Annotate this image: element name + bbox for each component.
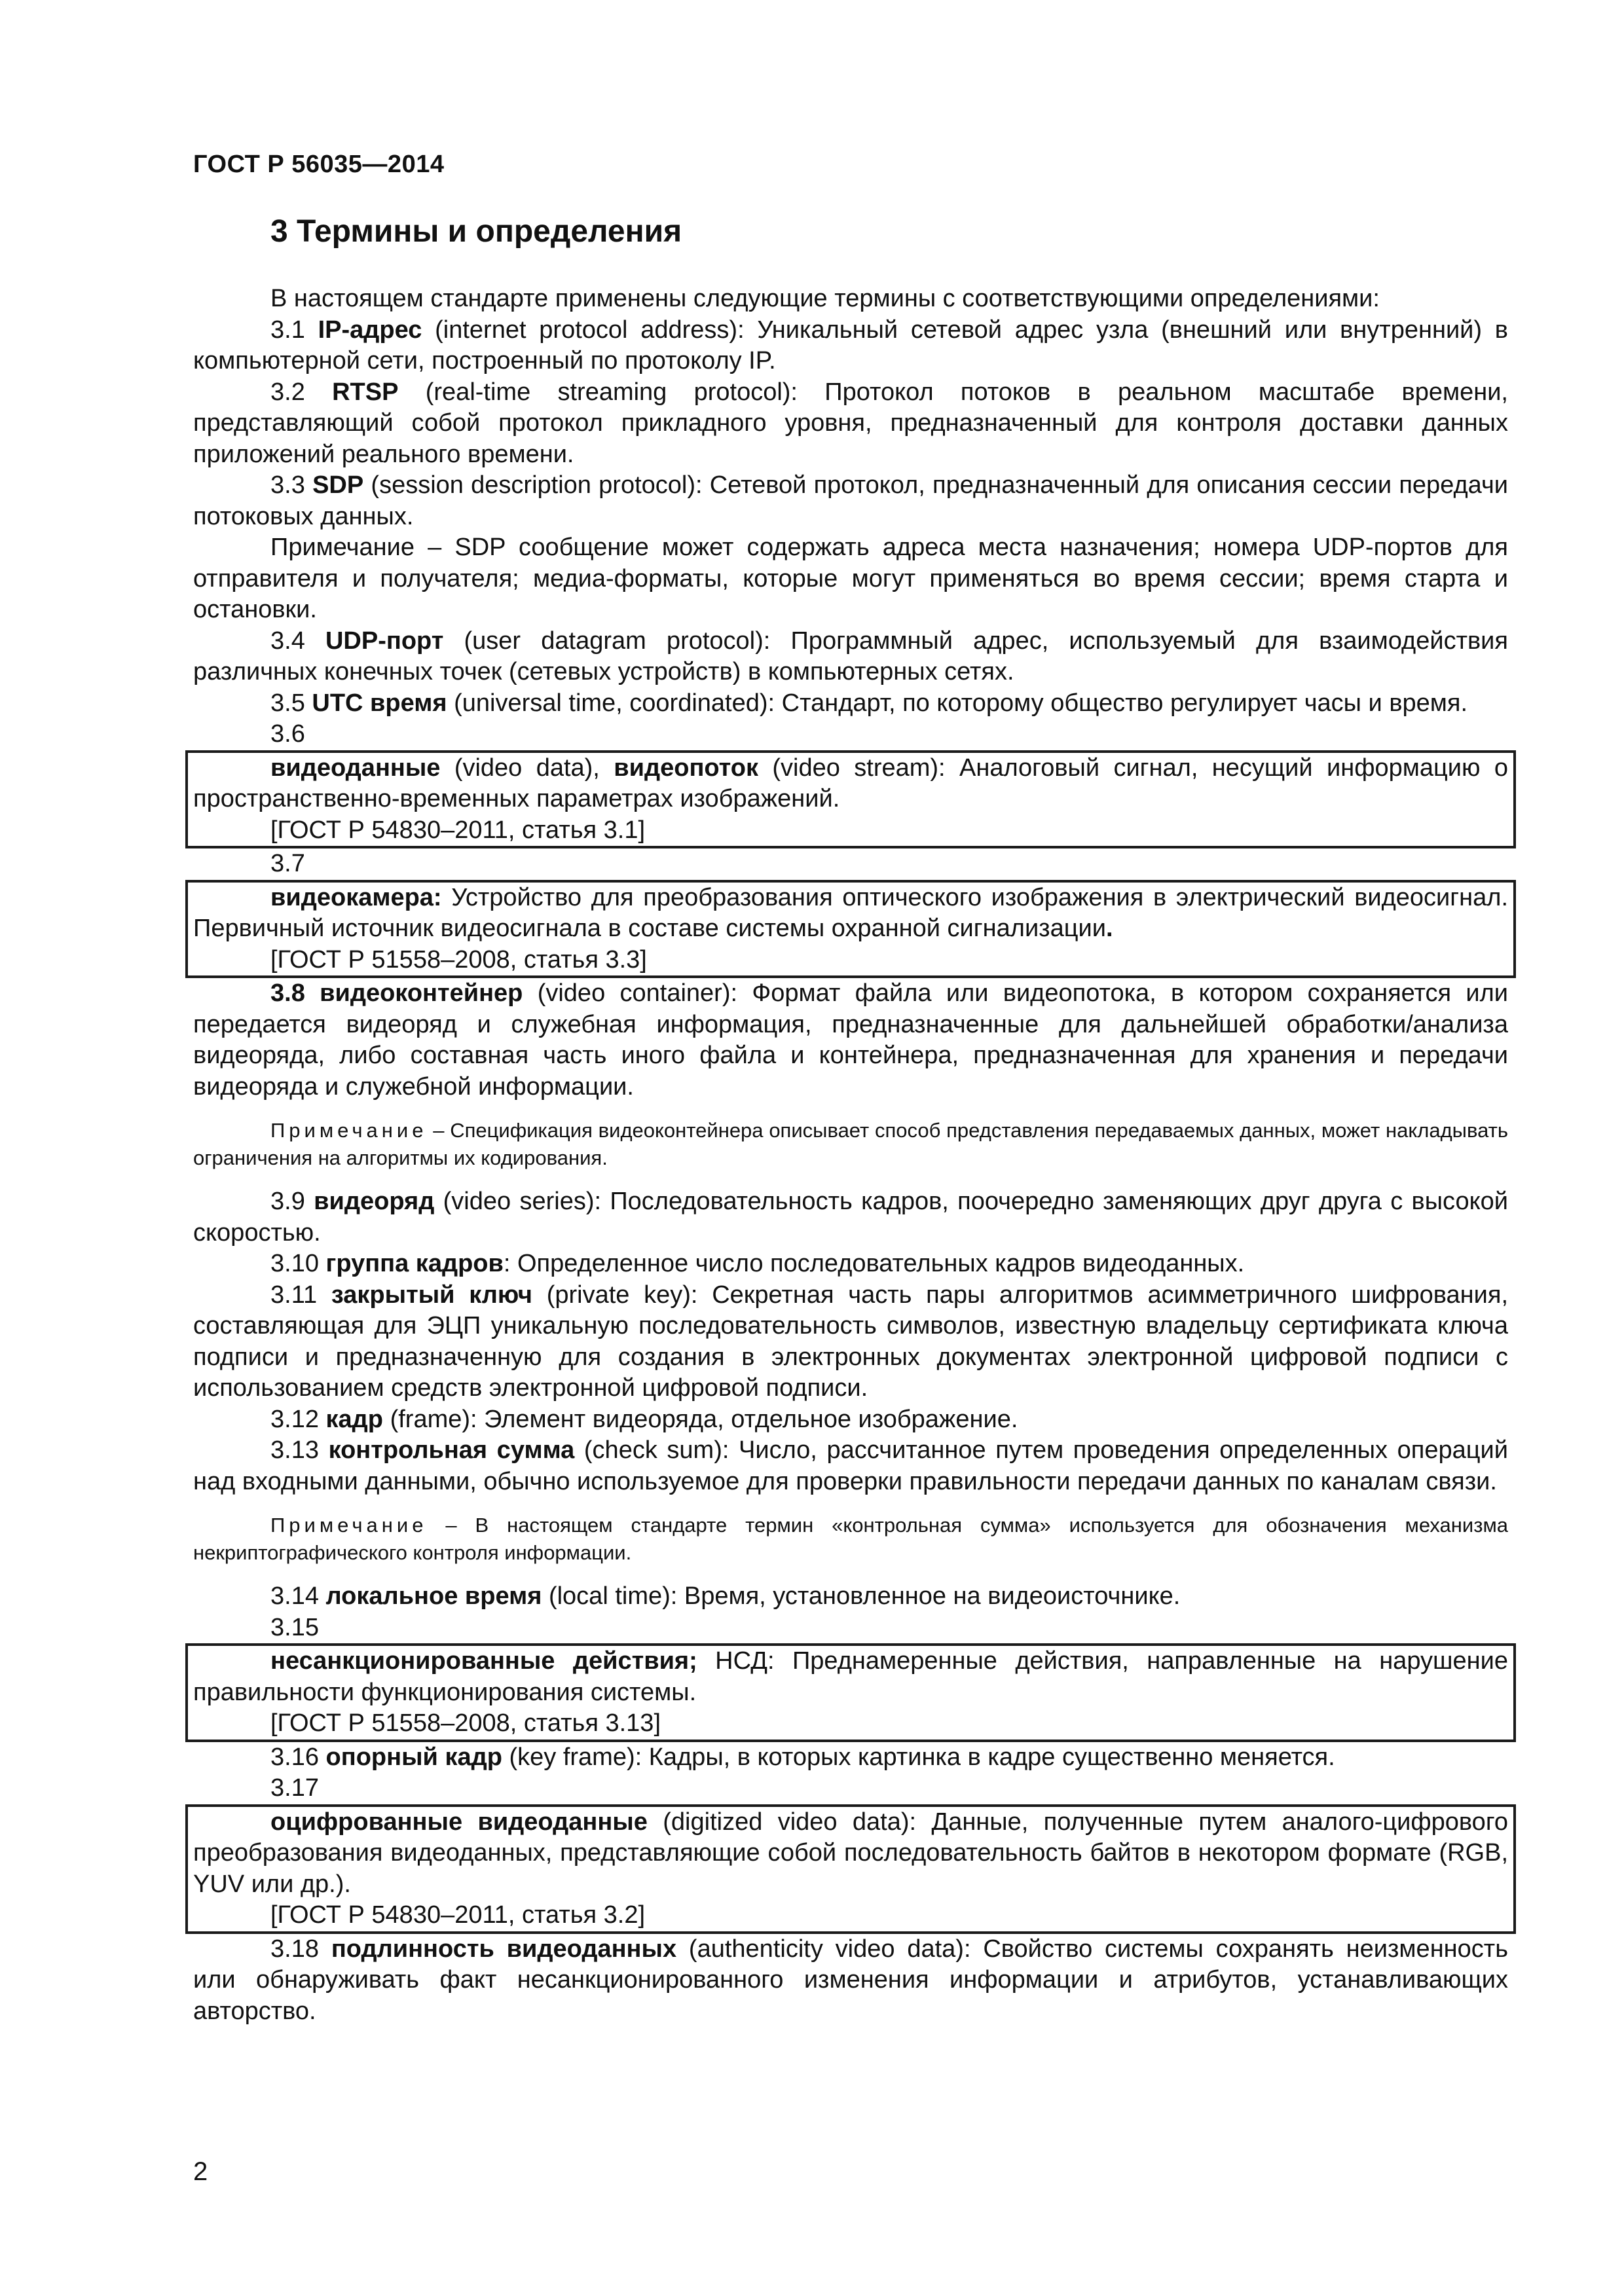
term-3-3: 3.3 SDP (session description protocol): Сетевой протокол, предназначенный для описания сессии передачи потоковых данных. [193, 471, 1508, 530]
term-3-6: видеоданные (video data), видеопоток (video stream): Аналоговый сигнал, несущий информацию о пространственно-временных параметрах изображений. [193, 754, 1508, 812]
term-3-10: 3.10 группа кадров: Определенное число последовательных кадров видеоданных. [270, 1250, 1245, 1277]
term-3-6-box [185, 750, 1516, 849]
term-3-1: 3.1 IP-адрес (internet protocol address): Уникальный сетевой адрес узла (внешний или внутренний) в компьютерной сети, построенный по протоколу IP. [193, 316, 1508, 374]
term-3-7-number: 3.7 [270, 850, 305, 877]
term-3-17-reference: [ГОСТ Р 54830–2011, статья 3.2] [270, 1901, 646, 1929]
term-3-14: 3.14 локальное время (local time): Время, установленное на видеоисточнике. [270, 1582, 1181, 1610]
term-3-8: 3.8 видеоконтейнер (video container): Формат файла или видеопотока, в котором сохраняется или передается видеоряд и служебная информация, предназначенные для дальнейшей обработки/анализа видеоряда, либо составная часть иного файла и контейнера, предназначенная для хранения и передачи видеоряда и служебной информации. [193, 979, 1508, 1101]
term-3-12: 3.12 кадр (frame): Элемент видеоряда, отдельное изображение. [270, 1405, 1018, 1433]
term-3-2: 3.2 RTSP (real-time streaming protocol): Протокол потоков в реальном масштабе времени, представляющий собой протокол прикладного уровня, предназначенный для контроля доставки данных приложений реального времени. [193, 378, 1508, 468]
term-3-7-reference: [ГОСТ Р 51558–2008, статья 3.3] [270, 945, 647, 974]
term-3-9: 3.9 видеоряд (video series): Последовательность кадров, поочередно заменяющих друг друга с высокой скоростью. [193, 1188, 1508, 1247]
term-3-5: 3.5 UTC время (universal time, coordinated): Стандарт, по которому общество регулирует часы и время. [270, 689, 1468, 717]
term-3-15-number: 3.15 [270, 1613, 319, 1641]
term-3-7: видеокамера: Устройство для преобразования оптического изображения в электрический видеосигнал. Первичный источник видеосигнала в составе системы охранной сигнализации. [193, 883, 1508, 942]
term-3-15-reference: [ГОСТ Р 51558–2008, статья 3.13] [270, 1709, 661, 1737]
section-title: 3 Термины и определения [270, 214, 682, 249]
document-code: ГОСТ Р 56035—2014 [193, 151, 445, 178]
term-3-8-note: Примечание – Спецификация видеоконтейнера описывает способ представления передаваемых данных, может накладывать ограничения на алгоритмы их кодирования. [193, 1119, 1508, 1169]
term-3-13: 3.13 контрольная сумма (check sum): Число, рассчитанное путем проведения определенных операций над входными данными, обычно используемое для проверки правильности передачи данных по каналам связи. [193, 1436, 1508, 1495]
term-3-13-note: Примечание – В настоящем стандарте термин «контрольная сумма» используется для обозначения механизма некриптографического контроля информации. [193, 1514, 1508, 1564]
intro-paragraph: В настоящем стандарте применены следующие термины с соответствующими определениями: [270, 285, 1380, 312]
term-3-18: 3.18 подлинность видеоданных (authenticity video data): Свойство системы сохранять неизменность или обнаруживать факт несанкционированного изменения информации и атрибутов, устанавливающих авторство. [193, 1935, 1508, 2025]
term-3-17-box [185, 1804, 1516, 1934]
term-3-6-number: 3.6 [270, 720, 305, 748]
term-3-15: несанкционированные действия; НСД: Преднамеренные действия, направленные на нарушение правильности функционирования системы. [193, 1647, 1508, 1706]
term-3-15-box [185, 1643, 1516, 1742]
term-3-11: 3.11 закрытый ключ (private key): Секретная часть пары алгоритмов асимметричного шифрования, составляющая для ЭЦП уникальную последовательность символов, известную владельцу сертификата ключа подписи и предназначенную для создания в электронных документах электронной цифровой подписи с использованием средств электронной цифровой подписи. [193, 1281, 1509, 1402]
terms-content [193, 283, 1508, 2027]
term-3-16: 3.16 опорный кадр (key frame): Кадры, в которых картинка в кадре существенно меняется. [270, 1743, 1335, 1771]
term-3-6-reference: [ГОСТ Р 54830–2011, статья 3.1] [270, 816, 646, 844]
term-3-17-number: 3.17 [270, 1774, 319, 1802]
page-number: 2 [193, 2157, 208, 2186]
term-3-3-note: Примечание – SDP сообщение может содержать адреса места назначения; номера UDP-портов для отправителя и получателя; медиа-форматы, которые могут применяться во время сессии; время старта и остановки. [193, 534, 1508, 623]
term-3-7-box [185, 880, 1516, 979]
term-3-4: 3.4 UDP-порт (user datagram protocol): Программный адрес, используемый для взаимодействия различных конечных точек (сетевых устройств) в компьютерных сетях. [193, 627, 1508, 685]
term-3-17: оцифрованные видеоданные (digitized video data): Данные, полученные путем аналого-цифрового преобразования видеоданных, представляющие собой последовательность байтов в некотором формате (RGB, YUV или др.). [193, 1808, 1508, 1898]
